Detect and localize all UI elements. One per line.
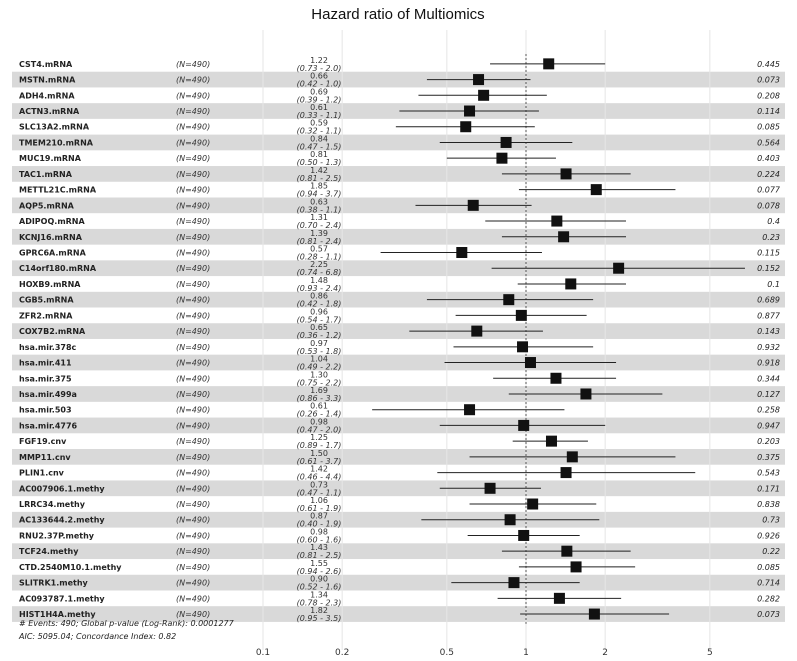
row-ci: (0.47 - 1.1) bbox=[296, 488, 342, 498]
forest-row bbox=[19, 370, 780, 387]
row-n: (N=490) bbox=[176, 201, 211, 211]
row-label: RNU2.37P.methy bbox=[19, 531, 95, 541]
row-pvalue: 0.838 bbox=[757, 500, 780, 510]
row-pvalue: 0.926 bbox=[757, 531, 780, 541]
row-label: SLITRK1.methy bbox=[19, 578, 88, 588]
hr-point bbox=[485, 483, 496, 494]
row-n: (N=490) bbox=[176, 154, 211, 164]
row-hr: 0.57 bbox=[310, 244, 328, 254]
chart-title: Hazard ratio of Multiomics bbox=[311, 6, 485, 23]
row-pvalue: 0.445 bbox=[757, 59, 780, 69]
row-hr: 0.98 bbox=[310, 417, 328, 427]
row-ci: (0.81 - 2.5) bbox=[296, 173, 342, 183]
row-label: TCF24.methy bbox=[19, 547, 79, 557]
row-n: (N=490) bbox=[176, 91, 211, 101]
row-n: (N=490) bbox=[176, 578, 211, 588]
row-pvalue: 0.115 bbox=[757, 248, 780, 258]
row-pvalue: 0.23 bbox=[762, 232, 780, 242]
row-label: MUC19.mRNA bbox=[19, 154, 81, 164]
x-axis-ticks bbox=[256, 648, 713, 658]
hr-point bbox=[478, 90, 489, 101]
row-pvalue: 0.171 bbox=[757, 484, 780, 494]
row-n: (N=490) bbox=[176, 327, 211, 337]
forest-row bbox=[19, 87, 780, 104]
hr-point bbox=[464, 106, 475, 117]
row-n: (N=490) bbox=[176, 248, 211, 258]
row-ci: (0.75 - 2.2) bbox=[296, 378, 342, 388]
row-ci: (0.40 - 1.9) bbox=[296, 519, 342, 529]
row-ci: (0.54 - 1.7) bbox=[296, 315, 342, 325]
row-label: SLC13A2.mRNA bbox=[19, 122, 90, 132]
row-stripe bbox=[12, 355, 785, 371]
row-ci: (0.32 - 1.1) bbox=[296, 126, 342, 136]
row-pvalue: 0.077 bbox=[757, 185, 780, 195]
row-hr: 1.82 bbox=[310, 606, 328, 616]
row-label: COX7B2.mRNA bbox=[19, 327, 86, 337]
hr-point bbox=[543, 58, 554, 69]
row-pvalue: 0.375 bbox=[757, 452, 780, 462]
row-pvalue: 0.1 bbox=[767, 279, 780, 289]
hr-point bbox=[517, 341, 528, 352]
row-n: (N=490) bbox=[176, 358, 211, 368]
hr-point bbox=[518, 530, 529, 541]
row-ci: (0.42 - 1.8) bbox=[296, 299, 342, 309]
hr-point bbox=[561, 467, 572, 478]
forest-row bbox=[19, 339, 780, 356]
row-n: (N=490) bbox=[176, 169, 211, 179]
hr-point bbox=[554, 593, 565, 604]
row-n: (N=490) bbox=[176, 421, 211, 431]
row-n: (N=490) bbox=[176, 500, 211, 510]
hr-point bbox=[468, 200, 479, 211]
row-label: ZFR2.mRNA bbox=[19, 311, 73, 321]
row-ci: (0.33 - 1.1) bbox=[296, 111, 342, 121]
row-n: (N=490) bbox=[176, 562, 211, 572]
row-label: FGF19.cnv bbox=[19, 437, 67, 447]
hr-point bbox=[565, 278, 576, 289]
row-stripe bbox=[12, 72, 785, 88]
row-n: (N=490) bbox=[176, 594, 211, 604]
row-label: C14orf180.mRNA bbox=[19, 264, 97, 274]
hr-point bbox=[496, 153, 507, 164]
row-ci: (0.26 - 1.4) bbox=[296, 409, 342, 419]
row-pvalue: 0.143 bbox=[757, 327, 780, 337]
row-n: (N=490) bbox=[176, 122, 211, 132]
row-ci: (0.28 - 1.1) bbox=[296, 252, 342, 262]
row-hr: 1.69 bbox=[310, 385, 328, 395]
row-ci: (0.81 - 2.5) bbox=[296, 551, 342, 561]
row-n: (N=490) bbox=[176, 452, 211, 462]
x-tick-label: 0.5 bbox=[439, 648, 454, 658]
row-hr: 1.55 bbox=[310, 558, 328, 568]
hr-point bbox=[518, 420, 529, 431]
row-hr: 0.61 bbox=[310, 401, 328, 411]
hr-point bbox=[516, 310, 527, 321]
row-stripe bbox=[12, 480, 785, 496]
row-hr: 1.43 bbox=[310, 543, 328, 553]
row-ci: (0.73 - 2.0) bbox=[296, 63, 342, 73]
row-n: (N=490) bbox=[176, 217, 211, 227]
row-pvalue: 0.152 bbox=[757, 264, 780, 274]
row-n: (N=490) bbox=[176, 342, 211, 352]
row-label: ADIPOQ.mRNA bbox=[19, 217, 85, 227]
row-pvalue: 0.127 bbox=[757, 389, 780, 399]
row-n: (N=490) bbox=[176, 232, 211, 242]
row-hr: 1.48 bbox=[310, 275, 328, 285]
row-n: (N=490) bbox=[176, 374, 211, 384]
row-stripe bbox=[12, 292, 785, 308]
row-label: hsa.mir.378c bbox=[19, 342, 77, 352]
row-stripe bbox=[12, 575, 785, 591]
row-ci: (0.50 - 1.3) bbox=[296, 158, 342, 168]
row-n: (N=490) bbox=[176, 531, 211, 541]
row-n: (N=490) bbox=[176, 279, 211, 289]
row-n: (N=490) bbox=[176, 547, 211, 557]
footer-events: # Events: 490; Global p-value (Log-Rank): 0.0001277 bbox=[19, 619, 234, 628]
row-pvalue: 0.085 bbox=[757, 562, 780, 572]
row-hr: 1.06 bbox=[310, 496, 328, 506]
row-label: hsa.mir.499a bbox=[19, 389, 77, 399]
row-ci: (0.39 - 1.2) bbox=[296, 95, 342, 105]
row-label: KCNJ16.mRNA bbox=[19, 232, 82, 242]
row-hr: 0.86 bbox=[310, 291, 328, 301]
row-hr: 0.98 bbox=[310, 527, 328, 537]
forest-row bbox=[19, 276, 780, 293]
row-ci: (0.94 - 3.7) bbox=[296, 189, 342, 199]
forest-row bbox=[19, 559, 780, 576]
row-ci: (0.93 - 2.4) bbox=[296, 283, 342, 293]
row-pvalue: 0.282 bbox=[757, 594, 780, 604]
row-ci: (0.94 - 2.6) bbox=[296, 566, 342, 576]
forest-row bbox=[19, 402, 780, 419]
row-hr: 1.30 bbox=[310, 370, 328, 380]
hr-point bbox=[558, 231, 569, 242]
row-label: TMEM210.mRNA bbox=[19, 138, 93, 148]
row-n: (N=490) bbox=[176, 405, 211, 415]
row-ci: (0.78 - 2.3) bbox=[296, 598, 342, 608]
row-pvalue: 0.078 bbox=[757, 201, 780, 211]
row-stripe bbox=[12, 543, 785, 559]
row-hr: 0.96 bbox=[310, 307, 328, 317]
hr-point bbox=[464, 404, 475, 415]
row-pvalue: 0.73 bbox=[762, 515, 780, 525]
hr-point bbox=[567, 451, 578, 462]
row-pvalue: 0.877 bbox=[757, 311, 780, 321]
hr-point bbox=[591, 184, 602, 195]
row-n: (N=490) bbox=[176, 437, 211, 447]
row-label: AC007906.1.methy bbox=[19, 484, 105, 494]
hr-point bbox=[546, 436, 557, 447]
forest-row bbox=[19, 213, 780, 230]
row-ci: (0.38 - 1.1) bbox=[296, 205, 342, 215]
row-stripe bbox=[12, 166, 785, 182]
row-ci: (0.52 - 1.6) bbox=[296, 582, 342, 592]
hr-point bbox=[551, 216, 562, 227]
hr-point bbox=[527, 499, 538, 510]
hr-point bbox=[525, 357, 536, 368]
row-hr: 1.85 bbox=[310, 181, 328, 191]
forest-row bbox=[19, 590, 780, 607]
row-n: (N=490) bbox=[176, 75, 211, 85]
x-tick-label: 1 bbox=[523, 648, 529, 658]
row-label: GPRC6A.mRNA bbox=[19, 248, 86, 258]
row-hr: 0.69 bbox=[310, 87, 328, 97]
row-hr: 0.84 bbox=[310, 134, 328, 144]
forest-row bbox=[19, 150, 780, 167]
row-n: (N=490) bbox=[176, 264, 211, 274]
forest-row bbox=[19, 496, 780, 513]
row-n: (N=490) bbox=[176, 107, 211, 117]
row-hr: 1.42 bbox=[310, 464, 328, 474]
hr-point bbox=[571, 561, 582, 572]
row-label: TAC1.mRNA bbox=[19, 169, 72, 179]
row-hr: 1.22 bbox=[310, 55, 328, 65]
row-hr: 1.25 bbox=[310, 433, 328, 443]
row-pvalue: 0.932 bbox=[757, 342, 780, 352]
row-ci: (0.46 - 4.4) bbox=[296, 472, 342, 482]
row-stripe bbox=[12, 386, 785, 402]
row-ci: (0.36 - 1.2) bbox=[296, 331, 342, 341]
row-pvalue: 0.073 bbox=[757, 75, 780, 85]
row-label: PLIN1.cnv bbox=[19, 468, 64, 478]
row-ci: (0.49 - 2.2) bbox=[296, 362, 342, 372]
row-pvalue: 0.689 bbox=[757, 295, 780, 305]
row-label: ADH4.mRNA bbox=[19, 91, 75, 101]
row-ci: (0.70 - 2.4) bbox=[296, 221, 342, 231]
row-hr: 1.04 bbox=[310, 354, 328, 364]
row-pvalue: 0.564 bbox=[757, 138, 780, 148]
forest-row bbox=[19, 307, 781, 324]
hr-point bbox=[460, 121, 471, 132]
row-label: hsa.mir.375 bbox=[19, 374, 72, 384]
row-ci: (0.61 - 3.7) bbox=[296, 456, 342, 466]
row-hr: 0.81 bbox=[310, 150, 328, 160]
x-tick-label: 0.2 bbox=[335, 648, 350, 658]
hr-point bbox=[561, 168, 572, 179]
row-pvalue: 0.4 bbox=[767, 217, 780, 227]
row-n: (N=490) bbox=[176, 59, 211, 69]
row-hr: 0.66 bbox=[310, 71, 328, 81]
row-n: (N=490) bbox=[176, 389, 211, 399]
x-tick-label: 5 bbox=[706, 648, 713, 658]
forest-row bbox=[19, 433, 780, 450]
row-pvalue: 0.073 bbox=[757, 610, 780, 620]
row-stripe bbox=[12, 418, 785, 434]
row-label: CGB5.mRNA bbox=[19, 295, 74, 305]
row-stripe bbox=[12, 229, 785, 245]
forest-row bbox=[19, 527, 780, 544]
row-ci: (0.47 - 1.5) bbox=[296, 142, 342, 152]
row-label: hsa.mir.503 bbox=[19, 405, 72, 415]
row-n: (N=490) bbox=[176, 484, 211, 494]
row-hr: 0.97 bbox=[310, 338, 328, 348]
row-hr: 2.25 bbox=[310, 260, 328, 270]
row-label: METTL21C.mRNA bbox=[19, 185, 97, 195]
row-label: HOXB9.mRNA bbox=[19, 279, 81, 289]
row-hr: 1.31 bbox=[310, 213, 328, 223]
row-n: (N=490) bbox=[176, 185, 211, 195]
hr-point bbox=[473, 74, 484, 85]
row-ci: (0.86 - 3.3) bbox=[296, 393, 342, 403]
row-pvalue: 0.714 bbox=[757, 578, 780, 588]
row-stripe bbox=[12, 512, 785, 528]
row-n: (N=490) bbox=[176, 311, 211, 321]
row-pvalue: 0.344 bbox=[757, 374, 780, 384]
footer-aic: AIC: 5095.04; Concordance Index: 0.82 bbox=[19, 632, 177, 641]
row-label: MMP11.cnv bbox=[19, 452, 71, 462]
row-label: AQP5.mRNA bbox=[19, 201, 74, 211]
row-label: AC133644.2.methy bbox=[19, 515, 105, 525]
row-ci: (0.95 - 3.5) bbox=[296, 614, 342, 624]
hr-point bbox=[613, 263, 624, 274]
row-n: (N=490) bbox=[176, 515, 211, 525]
row-n: (N=490) bbox=[176, 295, 211, 305]
row-hr: 0.65 bbox=[310, 323, 328, 333]
row-n: (N=490) bbox=[176, 468, 211, 478]
hr-point bbox=[508, 577, 519, 588]
row-n: (N=490) bbox=[176, 610, 211, 620]
row-hr: 1.39 bbox=[310, 228, 328, 238]
row-stripe bbox=[12, 197, 785, 213]
hr-point bbox=[456, 247, 467, 258]
row-ci: (0.89 - 1.7) bbox=[296, 441, 342, 451]
forest-row bbox=[19, 245, 780, 262]
row-hr: 1.42 bbox=[310, 165, 328, 175]
hr-point bbox=[471, 326, 482, 337]
row-stripe bbox=[12, 103, 785, 119]
row-pvalue: 0.085 bbox=[757, 122, 780, 132]
row-label: hsa.mir.4776 bbox=[19, 421, 78, 431]
forest-row bbox=[19, 119, 780, 136]
row-hr: 1.50 bbox=[310, 448, 328, 458]
row-ci: (0.74 - 6.8) bbox=[296, 268, 342, 278]
row-pvalue: 0.203 bbox=[757, 437, 780, 447]
row-label: CTD.2540M10.1.methy bbox=[19, 562, 122, 572]
row-label: MSTN.mRNA bbox=[19, 75, 76, 85]
row-hr: 0.73 bbox=[310, 480, 328, 490]
row-hr: 1.34 bbox=[310, 590, 328, 600]
row-label: HIST1H4A.methy bbox=[19, 610, 96, 620]
row-ci: (0.60 - 1.6) bbox=[296, 535, 342, 545]
row-pvalue: 0.258 bbox=[757, 405, 780, 415]
row-label: LRRC34.methy bbox=[19, 500, 85, 510]
hr-point bbox=[550, 373, 561, 384]
row-pvalue: 0.114 bbox=[757, 107, 780, 117]
row-hr: 0.63 bbox=[310, 197, 328, 207]
row-stripes bbox=[12, 72, 785, 622]
row-stripe bbox=[12, 323, 785, 339]
row-hr: 0.61 bbox=[310, 103, 328, 113]
row-hr: 0.90 bbox=[310, 574, 328, 584]
row-n: (N=490) bbox=[176, 138, 211, 148]
row-pvalue: 0.403 bbox=[757, 154, 780, 164]
row-pvalue: 0.208 bbox=[757, 91, 780, 101]
forest-row bbox=[19, 182, 781, 199]
row-ci: (0.47 - 2.0) bbox=[296, 425, 342, 435]
row-pvalue: 0.918 bbox=[757, 358, 780, 368]
row-ci: (0.42 - 1.0) bbox=[296, 79, 342, 89]
hr-point bbox=[561, 546, 572, 557]
row-label: CST4.mRNA bbox=[19, 59, 73, 69]
x-tick-label: 2 bbox=[602, 648, 609, 658]
row-pvalue: 0.22 bbox=[762, 547, 780, 557]
hr-point bbox=[589, 609, 600, 620]
row-ci: (0.53 - 1.8) bbox=[296, 346, 342, 356]
row-pvalue: 0.947 bbox=[757, 421, 780, 431]
row-pvalue: 0.543 bbox=[757, 468, 780, 478]
x-tick-label: 0.1 bbox=[255, 648, 271, 658]
forest-row bbox=[19, 465, 780, 482]
row-stripe bbox=[12, 135, 785, 151]
hr-point bbox=[505, 514, 516, 525]
row-ci: (0.81 - 2.4) bbox=[296, 236, 342, 246]
forest-row bbox=[19, 56, 780, 73]
row-label: hsa.mir.411 bbox=[19, 358, 72, 368]
row-ci: (0.61 - 1.9) bbox=[296, 504, 342, 514]
row-hr: 0.59 bbox=[310, 118, 328, 128]
hr-point bbox=[580, 388, 591, 399]
row-label: ACTN3.mRNA bbox=[19, 107, 80, 117]
row-label: AC093787.1.methy bbox=[19, 594, 105, 604]
row-pvalue: 0.224 bbox=[757, 169, 780, 179]
hr-point bbox=[503, 294, 514, 305]
row-hr: 0.87 bbox=[310, 511, 328, 521]
hr-point bbox=[501, 137, 512, 148]
